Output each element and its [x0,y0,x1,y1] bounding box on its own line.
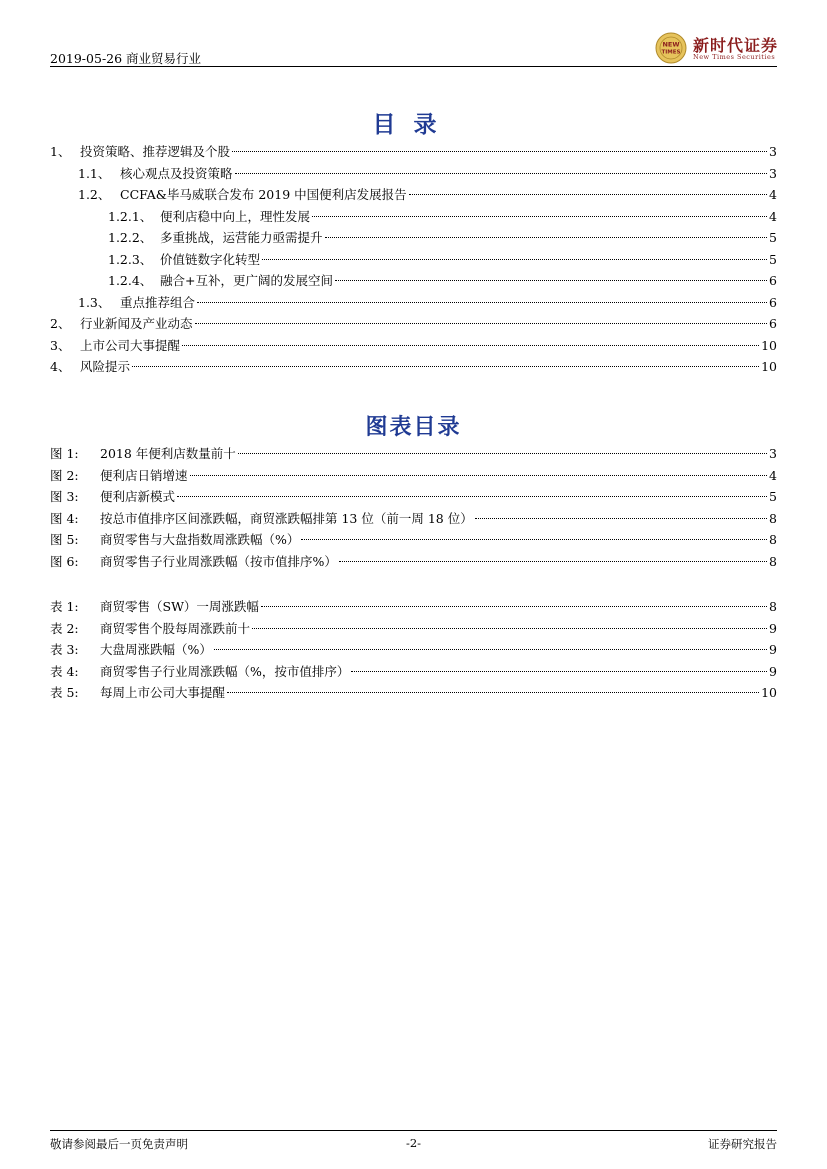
figure-entry-label: 商贸零售子行业周涨跌幅（按市值排序%） [100,553,337,569]
toc-entry-page: 5 [769,230,777,245]
toc-entry-number: 2、 [50,316,71,331]
table-entry-number: 表 1: [50,599,79,614]
toc-entry-label: 多重挑战，运营能力亟需提升 [160,230,323,245]
table-entry-page: 10 [761,685,777,700]
table-entry-leader-dots [261,606,767,607]
table-entry-leader-dots [214,649,767,650]
figure-entry-page: 5 [769,489,777,504]
table-entry[interactable] [50,663,777,681]
toc-entry[interactable] [50,186,777,204]
toc-entry-number: 1.2.1、 [108,208,153,224]
toc-entry-leader-dots [197,302,767,303]
toc-entry[interactable] [50,229,777,247]
toc-entry[interactable] [50,165,777,183]
toc-entry-leader-dots [409,194,767,195]
figure-entry-leader-dots [301,539,767,540]
toc-entry-page: 3 [769,144,777,159]
table-entry-label: 每周上市公司大事提醒 [100,685,226,700]
figure-entry-number: 图 6: [50,553,79,569]
toc-entry-leader-dots [132,366,759,367]
table-entry-label: 商贸零售（SW）一周涨跌幅 [100,599,259,614]
toc-entry-page: 3 [769,165,777,181]
table-entry-label: 商贸零售个股每周涨跌前十 [100,620,251,636]
toc-entry[interactable] [50,315,777,333]
figure-entry-number: 图 2: [50,467,79,483]
toc-entry-label: 核心观点及投资策略 [120,165,233,181]
footer-report-type: 证券研究报告 [708,1137,777,1151]
toc-entry-label: 风险提示 [80,359,131,374]
table-entry[interactable] [50,598,777,616]
logo-english-name: New Times Securities [693,53,776,61]
toc-entry-number: 1.1、 [78,165,111,181]
toc-entry-page: 6 [769,273,777,288]
toc-entry-number: 1.2.2、 [108,230,153,245]
figure-entry-page: 8 [769,553,777,569]
toc-entry-leader-dots [262,259,767,260]
toc-entry-label: 投资策略、推荐逻辑及个股 [80,144,231,159]
toc-entry-page: 6 [769,316,777,331]
toc-entry-leader-dots [232,151,767,152]
figure-entry[interactable] [50,531,777,549]
toc-entry-page: 4 [769,187,777,202]
table-entry-number: 表 4: [50,663,79,679]
svg-text:TIMES: TIMES [661,49,681,56]
table-entry-label: 大盘周涨跌幅（%） [100,642,212,657]
toc-entry-page: 6 [769,294,777,310]
toc-entry[interactable] [50,143,777,161]
figure-entry-page: 8 [769,510,777,526]
company-logo [655,32,780,64]
header-divider [50,66,777,67]
toc-entry-leader-dots [182,345,759,346]
figure-entry[interactable] [50,510,777,528]
table-entry-label: 商贸零售子行业周涨跌幅（%，按市值排序） [100,663,350,679]
logo-chinese-name: 新时代证券 [693,36,779,55]
toc-entry-number: 3、 [50,337,71,353]
figure-entry-label: 2018 年便利店数量前十 [100,446,236,461]
table-entry-page: 9 [769,642,777,657]
toc-entry-label: 上市公司大事提醒 [80,337,181,353]
table-entry-leader-dots [252,628,767,629]
toc-entry[interactable] [50,208,777,226]
table-entry-leader-dots [351,671,767,672]
figure-entry-number: 图 5: [50,532,79,547]
table-entry-number: 表 2: [50,620,79,636]
toc-entry-leader-dots [325,237,768,238]
figure-entry-leader-dots [177,496,767,497]
toc-entry-leader-dots [312,216,767,217]
figure-entry[interactable] [50,467,777,485]
table-entry-number: 表 3: [50,642,79,657]
figure-entry-number: 图 4: [50,510,79,526]
table-entry[interactable] [50,684,777,702]
footer-divider [50,1130,777,1131]
toc-entry-page: 10 [761,337,777,353]
figure-entry[interactable] [50,488,777,506]
toc-entry-label: 便利店稳中向上，理性发展 [160,208,311,224]
toc-entry-page: 5 [769,251,777,267]
figure-entry[interactable] [50,553,777,571]
footer-disclaimer: 敬请参阅最后一页免责声明 [50,1137,188,1151]
toc-entry-number: 4、 [50,359,71,374]
toc-entry-leader-dots [335,280,767,281]
toc-entry[interactable] [50,294,777,312]
toc-entry-leader-dots [195,323,768,324]
toc-entry[interactable] [50,337,777,355]
toc-entry-number: 1.2、 [78,187,111,202]
toc-entry[interactable] [50,272,777,290]
table-entry-number: 表 5: [50,685,79,700]
figure-entry-label: 便利店新模式 [100,489,176,504]
table-entry-page: 9 [769,663,777,679]
toc-entry-number: 1.2.3、 [108,251,153,267]
table-entry-leader-dots [227,692,759,693]
figure-entry-leader-dots [238,453,767,454]
header-date-industry: 2019-05-26 商业贸易行业 [50,51,202,66]
toc-entry-label: 价值链数字化转型 [160,251,261,267]
figure-entry-leader-dots [339,561,767,562]
table-entry-page: 8 [769,599,777,614]
new-times-logo-icon [655,32,687,64]
toc-entry-page: 4 [769,208,777,224]
figure-entry-label: 便利店日销增速 [100,467,188,483]
figure-entry-number: 图 1: [50,446,79,461]
figures-title: 图表目录 [365,414,462,440]
toc-title: 目录 [372,111,455,138]
figure-entry-page: 3 [769,446,777,461]
toc-entry-number: 1、 [50,144,71,159]
table-entry[interactable] [50,620,777,638]
figure-entry-page: 8 [769,532,777,547]
table-entry[interactable] [50,641,777,659]
toc-entry[interactable] [50,251,777,269]
footer-page-number: -2- [405,1136,422,1150]
table-entry-page: 9 [769,620,777,636]
figure-entry-number: 图 3: [50,489,79,504]
toc-entry-label: 行业新闻及产业动态 [80,316,193,331]
figure-entry-leader-dots [190,475,768,476]
svg-text:NEW: NEW [662,40,680,49]
figure-entry-page: 4 [769,467,777,483]
toc-entry-label: 融合+互补，更广阔的发展空间 [160,273,333,288]
toc-entry-number: 1.2.4、 [108,273,153,288]
figure-entry-leader-dots [475,518,767,519]
figure-entry-label: 按总市值排序区间涨跌幅，商贸涨跌幅排第 13 位（前一周 18 位） [100,510,473,526]
toc-entry-label: CCFA&毕马威联合发布 2019 中国便利店发展报告 [120,187,407,202]
figure-entry[interactable] [50,445,777,463]
toc-entry-number: 1.3、 [78,294,111,310]
toc-entry[interactable] [50,358,777,376]
toc-entry-leader-dots [235,173,768,174]
toc-entry-page: 10 [761,359,777,374]
figure-entry-label: 商贸零售与大盘指数周涨跌幅（%） [100,532,300,547]
toc-entry-label: 重点推荐组合 [120,294,196,310]
